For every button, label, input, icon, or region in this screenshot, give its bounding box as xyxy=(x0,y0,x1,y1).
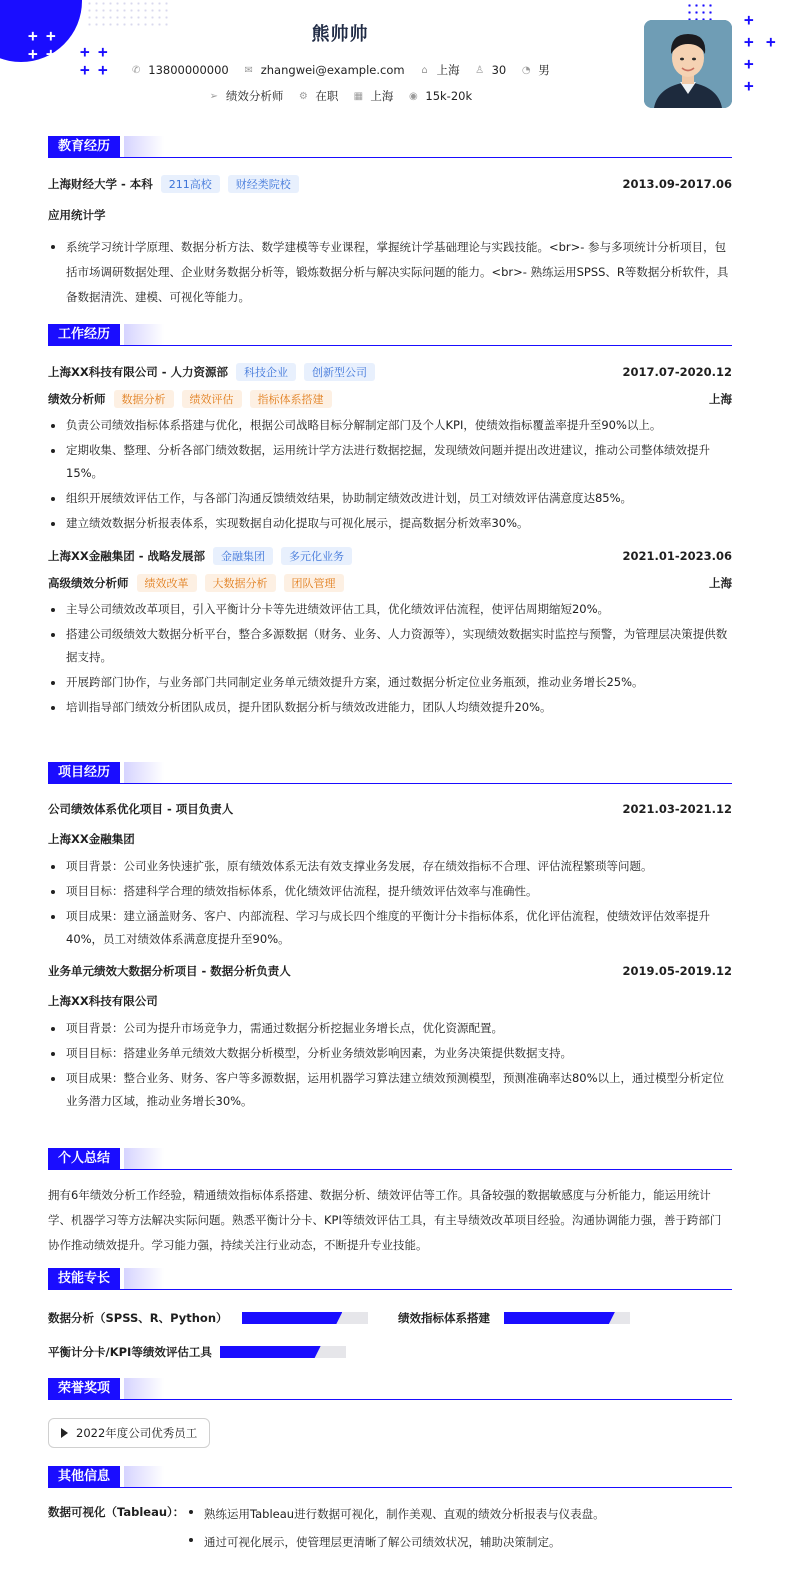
projects-section xyxy=(48,762,732,1113)
email: zhangwei@example.com xyxy=(260,63,405,77)
work-location: 上海 xyxy=(709,392,732,406)
award-item xyxy=(48,1418,210,1448)
plus-icon: + xyxy=(744,54,754,73)
skill-bar xyxy=(504,1312,630,1324)
work-bullet: 主导公司绩效改革项目，引入平衡计分卡等先进绩效评估工具，优化绩效评估流程，使评估周期缩短20%。 xyxy=(48,598,732,621)
education-date: 2013.09-2017.06 xyxy=(622,177,732,191)
role-tag: 团队管理 xyxy=(284,574,344,592)
project-name: 公司绩效体系优化项目 - 项目负责人 xyxy=(48,802,234,816)
age: 30 xyxy=(491,63,507,77)
project-date: 2019.05-2019.12 xyxy=(622,964,732,978)
skill-item xyxy=(48,1344,346,1360)
company-tag: 科技企业 xyxy=(236,363,296,381)
skill-item xyxy=(398,1310,630,1326)
company-tag: 创新型公司 xyxy=(304,363,375,381)
skill-bar xyxy=(220,1346,346,1358)
project-bullet: 项目目标：搭建业务单元绩效大数据分析模型，分析业务绩效影响因素，为业务决策提供数据支持。 xyxy=(48,1042,732,1065)
major: 应用统计学 xyxy=(48,208,106,222)
education-description: 系统学习统计学原理、数据分析方法、数学建模等专业课程，掌握统计学基础理论与实践技能。<br>- 参与多项统计分析项目，包括市场调研数据处理、企业财务数据分析等，锻炼数据分析与解决实际问题的能力。<br>- 熟练运用SPSS、R等数据分析软件，具备数据清洗、建模、可视化等能力。 xyxy=(48,235,732,310)
gender: 男 xyxy=(538,63,550,77)
phone-icon: ✆ xyxy=(132,64,141,76)
work-date: 2021.01-2023.06 xyxy=(622,549,732,563)
project-date: 2021.03-2021.12 xyxy=(622,802,732,816)
role-name: 高级绩效分析师 xyxy=(48,576,129,590)
work-bullet: 建立绩效数据分析报表体系，实现数据自动化提取与可视化展示，提高数据分析效率30%。 xyxy=(48,512,732,535)
target-role: 绩效分析师 xyxy=(225,89,284,103)
project-org: 上海XX金融集团 xyxy=(48,832,135,846)
project-org: 上海XX科技有限公司 xyxy=(48,994,158,1008)
building-icon: ▦ xyxy=(353,90,364,102)
skill-bar-fill xyxy=(242,1312,343,1324)
age-icon: ♙ xyxy=(475,64,485,76)
section-title-tail xyxy=(124,762,164,784)
home-icon: ⌂ xyxy=(421,64,428,76)
plus-icon: + xyxy=(80,42,90,61)
section-title-tail xyxy=(124,136,164,158)
plus-icon: + xyxy=(28,44,38,63)
role-tag: 绩效改革 xyxy=(137,574,197,592)
other-bullet: 熟练运用Tableau进行数据可视化，制作美观、直观的绩效分析报表与仪表盘。 xyxy=(186,1500,732,1528)
skill-name: 平衡计分卡/KPI等绩效评估工具 xyxy=(48,1345,212,1359)
school-tag: 财经类院校 xyxy=(228,175,299,193)
skill-bar xyxy=(242,1312,368,1324)
education-section xyxy=(48,136,732,310)
other-bullet: 通过可视化展示，使管理层更清晰了解公司绩效状况，辅助决策制定。 xyxy=(186,1528,732,1556)
section-title: 其他信息 xyxy=(48,1466,120,1488)
project-bullet: 项目背景：公司为提升市场竞争力，需通过数据分析挖掘业务增长点，优化资源配置。 xyxy=(48,1017,732,1040)
school-tag: 211高校 xyxy=(161,175,220,193)
awards-section xyxy=(48,1378,732,1448)
section-header xyxy=(48,1378,732,1400)
section-title: 荣誉奖项 xyxy=(48,1378,120,1400)
job-intent-row xyxy=(0,88,680,104)
other-label: 数据可视化（Tableau）： xyxy=(48,1505,185,1519)
work-bullet: 培训指导部门绩效分析团队成员，提升团队数据分析与绩效改进能力，团队人均绩效提升20%。 xyxy=(48,696,732,719)
mail-icon: ✉ xyxy=(244,64,253,76)
role-name: 绩效分析师 xyxy=(48,392,106,406)
work-bullet: 定期收集、整理、分析各部门绩效数据，运用统计学方法进行数据挖掘，发现绩效问题并提出改进建议，推动公司整体绩效提升15%。 xyxy=(48,439,732,485)
section-title-tail xyxy=(124,324,164,346)
section-title: 项目经历 xyxy=(48,762,120,784)
project-bullet: 项目成果：整合业务、财务、客户等多源数据，运用机器学习算法建立绩效预测模型，预测准确率达80%以上，通过模型分析定位业务潜力区域，推动业务增长30%。 xyxy=(48,1067,732,1113)
plus-icon: + xyxy=(766,32,776,51)
work-bullet: 负责公司绩效指标体系搭建与优化，根据公司战略目标分解制定部门及个人KPI，使绩效指标覆盖率提升至90%以上。 xyxy=(48,414,732,437)
section-header xyxy=(48,762,732,784)
section-title-tail xyxy=(124,1268,164,1290)
role-tag: 数据分析 xyxy=(114,390,174,408)
section-title-tail xyxy=(124,1378,164,1400)
work-entry-header xyxy=(48,547,732,565)
status: 在职 xyxy=(315,89,339,103)
section-header xyxy=(48,1148,732,1170)
summary-section xyxy=(48,1148,732,1258)
plus-icon: + xyxy=(744,10,754,29)
plus-icon: + xyxy=(98,42,108,61)
plus-icon: + xyxy=(46,26,56,45)
profile-photo xyxy=(644,20,732,108)
company-name: 上海XX金融集团 - 战略发展部 xyxy=(48,549,206,563)
role-tag: 指标体系搭建 xyxy=(250,390,332,408)
skills-section xyxy=(48,1268,732,1360)
section-title-tail xyxy=(124,1148,164,1170)
project-bullet: 项目目标：搭建科学合理的绩效指标体系，优化绩效评估流程，提升绩效评估效率与准确性。 xyxy=(48,880,732,903)
project-bullet: 项目背景：公司业务快速扩张，原有绩效体系无法有效支撑业务发展，存在绩效指标不合理、评估流程繁琐等问题。 xyxy=(48,855,732,878)
city: 上海 xyxy=(436,63,460,77)
skill-name: 绩效指标体系搭建 xyxy=(398,1311,490,1325)
company-tag: 多元化业务 xyxy=(281,547,352,565)
contact-info-row xyxy=(0,62,680,78)
section-header xyxy=(48,136,732,158)
send-icon: ➢ xyxy=(209,90,219,102)
section-header xyxy=(48,1268,732,1290)
company-tag: 金融集团 xyxy=(213,547,273,565)
target-city: 上海 xyxy=(370,89,394,103)
work-section xyxy=(48,324,732,719)
award-name: 2022年度公司优秀员工 xyxy=(76,1426,198,1440)
skill-item xyxy=(48,1310,368,1326)
role-tag: 大数据分析 xyxy=(205,574,276,592)
plus-icon: + xyxy=(46,44,56,63)
section-title: 技能专长 xyxy=(48,1268,120,1290)
candidate-name: 熊帅帅 xyxy=(311,24,369,45)
section-title: 工作经历 xyxy=(48,324,120,346)
summary-text: 拥有6年绩效分析工作经验，精通绩效指标体系搭建、数据分析、绩效评估等工作。具备较强的数据敏感度与分析能力，能运用统计学、机器学习等方法解决实际问题。熟悉平衡计分卡、KPI等绩效评估工具，有主导绩效改革项目经验。沟通协调能力强，善于跨部门协作推动绩效提升。学习能力强，持续关注行业动态，不断提升专业技能。 xyxy=(48,1188,722,1252)
skill-name: 数据分析（SPSS、R、Python） xyxy=(48,1311,228,1325)
salary: 15k-20k xyxy=(425,89,473,103)
plus-icon: + xyxy=(80,60,90,79)
work-location: 上海 xyxy=(709,576,732,590)
plus-icon: + xyxy=(28,26,38,45)
plus-icon: + xyxy=(744,76,754,95)
section-header xyxy=(48,324,732,346)
project-name: 业务单元绩效大数据分析项目 - 数据分析负责人 xyxy=(48,964,291,978)
plus-icon: + xyxy=(744,32,754,51)
work-date: 2017.07-2020.12 xyxy=(622,365,732,379)
section-title: 个人总结 xyxy=(48,1148,120,1170)
other-section xyxy=(48,1466,732,1556)
company-name: 上海XX科技有限公司 - 人力资源部 xyxy=(48,365,229,379)
section-title-tail xyxy=(124,1466,164,1488)
work-entry-header xyxy=(48,363,732,381)
skill-bar-fill xyxy=(504,1312,615,1324)
gender-icon: ◔ xyxy=(521,64,531,76)
plus-icon: + xyxy=(98,60,108,79)
project-bullet: 项目成果：建立涵盖财务、客户、内部流程、学习与成长四个维度的平衡计分卡指标体系，优化评估流程，使绩效评估效率提升40%，员工对绩效体系满意度提升至90%。 xyxy=(48,905,732,951)
work-bullet: 组织开展绩效评估工作，与各部门沟通反馈绩效结果，协助制定绩效改进计划，员工对绩效评估满意度达85%。 xyxy=(48,487,732,510)
play-icon xyxy=(61,1428,68,1438)
skill-bar-fill xyxy=(220,1346,321,1358)
section-header xyxy=(48,1466,732,1488)
school-name: 上海财经大学 - 本科 xyxy=(48,177,153,191)
work-bullet: 搭建公司级绩效大数据分析平台，整合多源数据（财务、业务、人力资源等），实现绩效数据实时监控与预警，为管理层决策提供数据支持。 xyxy=(48,623,732,669)
salary-icon: ◉ xyxy=(409,90,418,102)
work-bullet: 开展跨部门协作，与业务部门共同制定业务单元绩效提升方案，通过数据分析定位业务瓶颈，推动业务增长25%。 xyxy=(48,671,732,694)
phone: 13800000000 xyxy=(148,63,229,77)
role-tag: 绩效评估 xyxy=(182,390,242,408)
status-icon: ⚙ xyxy=(298,90,308,102)
section-title: 教育经历 xyxy=(48,136,120,158)
